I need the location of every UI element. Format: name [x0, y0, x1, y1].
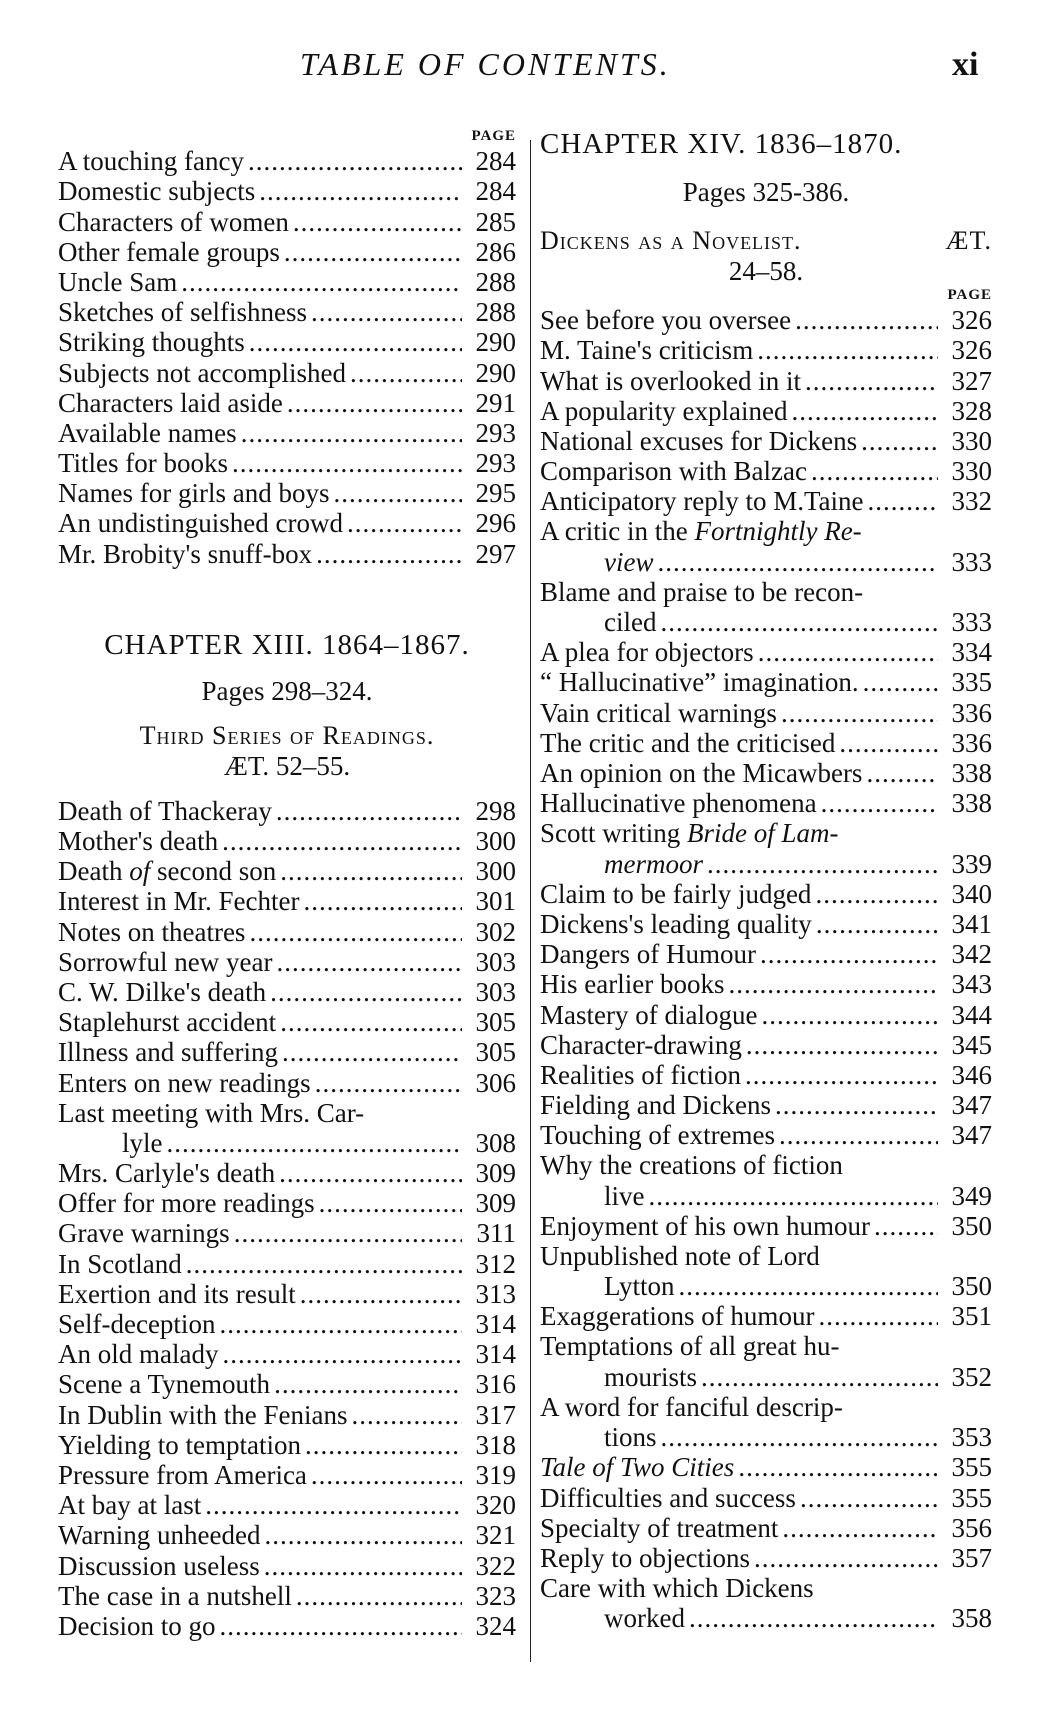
toc-entry: Illness and suffering ..... 305 [58, 1037, 516, 1067]
running-title: TABLE OF CONTENTS. [300, 46, 671, 82]
toc-entry-first-line: A word for fanciful descrip- [540, 1391, 843, 1422]
toc-entry: Reply to objections ..... 357 [540, 1543, 992, 1573]
toc-entry: Characters of women ..... 285 [58, 206, 516, 236]
chapter-subtitle: Third Series of Readings. [139, 720, 435, 750]
toc-entry: mermoor ..... 339 [540, 848, 992, 878]
toc-entry: C. W. Dilke's death ..... 303 [58, 977, 516, 1007]
toc-entry: Notes on theatres ..... 302 [58, 916, 516, 946]
toc-entry: His earlier books ..... 343 [540, 969, 992, 999]
toc-entry-first-line: Unpublished note of Lord [540, 1240, 820, 1271]
toc-entry: Difficulties and success ..... 355 [540, 1482, 992, 1512]
toc-entry: The critic and the criticised ..... 336 [540, 728, 992, 758]
toc-entry: Warning unheeded ..... 321 [58, 1520, 516, 1550]
toc-entry-list [540, 305, 992, 1633]
toc-entry-first-line: Blame and praise to be recon- [540, 576, 864, 607]
toc-entry: Exaggerations of humour ..... 351 [540, 1301, 992, 1331]
toc-entry: An opinion on the Micawbers ..... 338 [540, 758, 992, 788]
page-column-label: PAGE [471, 128, 516, 144]
page-column-label: PAGE [947, 287, 992, 303]
running-header [0, 40, 1059, 90]
toc-entry-first-line: Scott writing Bride of Lam- [540, 818, 839, 849]
toc-entry: Enjoyment of his own humour ..... 350 [540, 1211, 992, 1241]
chapter-age: ÆT. 52–55. [223, 750, 351, 781]
toc-entry: Available names ..... 293 [58, 418, 516, 448]
toc-entry: Sorrowful new year ..... 303 [58, 947, 516, 977]
left-column [58, 128, 516, 1641]
toc-entry: Interest in Mr. Fechter ..... 301 [58, 886, 516, 916]
toc-entry: Specialty of treatment ..... 356 [540, 1513, 992, 1543]
toc-entry: Domestic subjects ..... 284 [58, 176, 516, 206]
chapter-subtitle: Dickens as a Novelist. ÆT. [540, 226, 992, 255]
toc-entry: An undistinguished crowd ..... 296 [58, 508, 516, 538]
toc-entry: Pressure from America ..... 319 [58, 1460, 516, 1490]
toc-entry: Enters on new readings ..... 306 [58, 1067, 516, 1097]
toc-entry: Tale of Two Cities ..... 355 [540, 1452, 992, 1482]
toc-entry: “ Hallucinative” imagination. ..... 335 [540, 667, 992, 697]
toc-entry: Mastery of dialogue ..... 344 [540, 999, 992, 1029]
toc-entry: The case in a nutshell ..... 323 [58, 1581, 516, 1611]
toc-entry: Mother's death ..... 300 [58, 826, 516, 856]
toc-entry: In Dublin with the Fenians ..... 317 [58, 1399, 516, 1429]
chapter-age: 24–58. [728, 256, 804, 286]
toc-entry: Hallucinative phenomena ..... 338 [540, 788, 992, 818]
toc-entry: ciled ..... 333 [540, 607, 992, 637]
toc-entry: Touching of extremes ..... 347 [540, 1120, 992, 1150]
toc-entry: Character-drawing ..... 345 [540, 1030, 992, 1060]
chapter-pages: Pages 325-386. [682, 177, 850, 207]
toc-entry: Claim to be fairly judged ..... 340 [540, 879, 992, 909]
toc-entry: National excuses for Dickens ..... 330 [540, 426, 992, 456]
toc-entry: Death of Thackeray ..... 298 [58, 796, 516, 826]
toc-entry: Striking thoughts ..... 290 [58, 327, 516, 357]
chapter-heading: CHAPTER XIV. 1836–1870. [540, 128, 903, 160]
toc-entry-list [58, 796, 516, 1641]
toc-entry: Dangers of Humour ..... 342 [540, 939, 992, 969]
toc-entry: Mrs. Carlyle's death ..... 309 [58, 1158, 516, 1188]
toc-entry: Sketches of selfishness ..... 288 [58, 297, 516, 327]
toc-entry: A touching fancy ..... 284 [58, 146, 516, 176]
toc-entry: See before you oversee ..... 326 [540, 305, 992, 335]
toc-entry: Uncle Sam ..... 288 [58, 267, 516, 297]
right-column [540, 128, 992, 1633]
toc-entry: tions ..... 353 [540, 1422, 992, 1452]
chapter-pages: Pages 298–324. [201, 675, 373, 706]
toc-entry: worked ..... 358 [540, 1603, 992, 1633]
toc-entry: mourists ..... 352 [540, 1362, 992, 1392]
toc-entry: Fielding and Dickens ..... 347 [540, 1090, 992, 1120]
toc-entry-list [58, 146, 516, 569]
toc-entry-first-line: A critic in the Fortnightly Re- [540, 516, 862, 547]
toc-entry-first-line: Last meeting with Mrs. Car- [58, 1097, 365, 1128]
toc-entry-first-line: Care with which Dickens [540, 1572, 814, 1603]
toc-entry-first-line: Temptations of all great hu- [540, 1331, 840, 1362]
toc-entry: Subjects not accomplished ..... 290 [58, 357, 516, 387]
toc-entry: Death of second son ..... 300 [58, 856, 516, 886]
toc-entry: Lytton ..... 350 [540, 1271, 992, 1301]
toc-entry: lyle ..... 308 [58, 1128, 516, 1158]
toc-entry: view ..... 333 [540, 547, 992, 577]
toc-entry: live ..... 349 [540, 1180, 992, 1210]
toc-entry: Exertion and its result ..... 313 [58, 1279, 516, 1309]
toc-entry: Offer for more readings ..... 309 [58, 1188, 516, 1218]
toc-entry-first-line: Why the creations of fiction [540, 1150, 843, 1181]
toc-entry: Discussion useless ..... 322 [58, 1550, 516, 1580]
toc-entry: An old malady ..... 314 [58, 1339, 516, 1369]
toc-entry: What is overlooked in it ..... 327 [540, 365, 992, 395]
toc-entry: M. Taine's criticism ..... 326 [540, 335, 992, 365]
toc-entry: Scene a Tynemouth ..... 316 [58, 1369, 516, 1399]
toc-entry: Realities of fiction ..... 346 [540, 1060, 992, 1090]
toc-entry: A popularity explained ..... 328 [540, 396, 992, 426]
toc-entry: In Scotland ..... 312 [58, 1248, 516, 1278]
toc-entry: Titles for books ..... 293 [58, 448, 516, 478]
toc-entry: Staplehurst accident ..... 305 [58, 1007, 516, 1037]
page-number: xi [952, 46, 979, 83]
toc-entry: Mr. Brobity's snuff-box ..... 297 [58, 538, 516, 568]
toc-entry: At bay at last ..... 320 [58, 1490, 516, 1520]
toc-entry: Names for girls and boys ..... 295 [58, 478, 516, 508]
toc-entry: Self-deception ..... 314 [58, 1309, 516, 1339]
toc-entry: Dickens's leading quality ..... 341 [540, 909, 992, 939]
toc-entry: Other female groups ..... 286 [58, 237, 516, 267]
toc-entry: Comparison with Balzac ..... 330 [540, 456, 992, 486]
toc-entry: Anticipatory reply to M.Taine ..... 332 [540, 486, 992, 516]
toc-entry: Yielding to temptation ..... 318 [58, 1430, 516, 1460]
toc-entry: Grave warnings ..... 311 [58, 1218, 516, 1248]
chapter-heading: CHAPTER XIII. 1864–1867. [104, 628, 470, 661]
toc-entry: Decision to go ..... 324 [58, 1611, 516, 1641]
column-divider [530, 140, 531, 1662]
toc-entry: A plea for objectors ..... 334 [540, 637, 992, 667]
toc-entry: Characters laid aside ..... 291 [58, 388, 516, 418]
toc-entry: Vain critical warnings ..... 336 [540, 697, 992, 727]
